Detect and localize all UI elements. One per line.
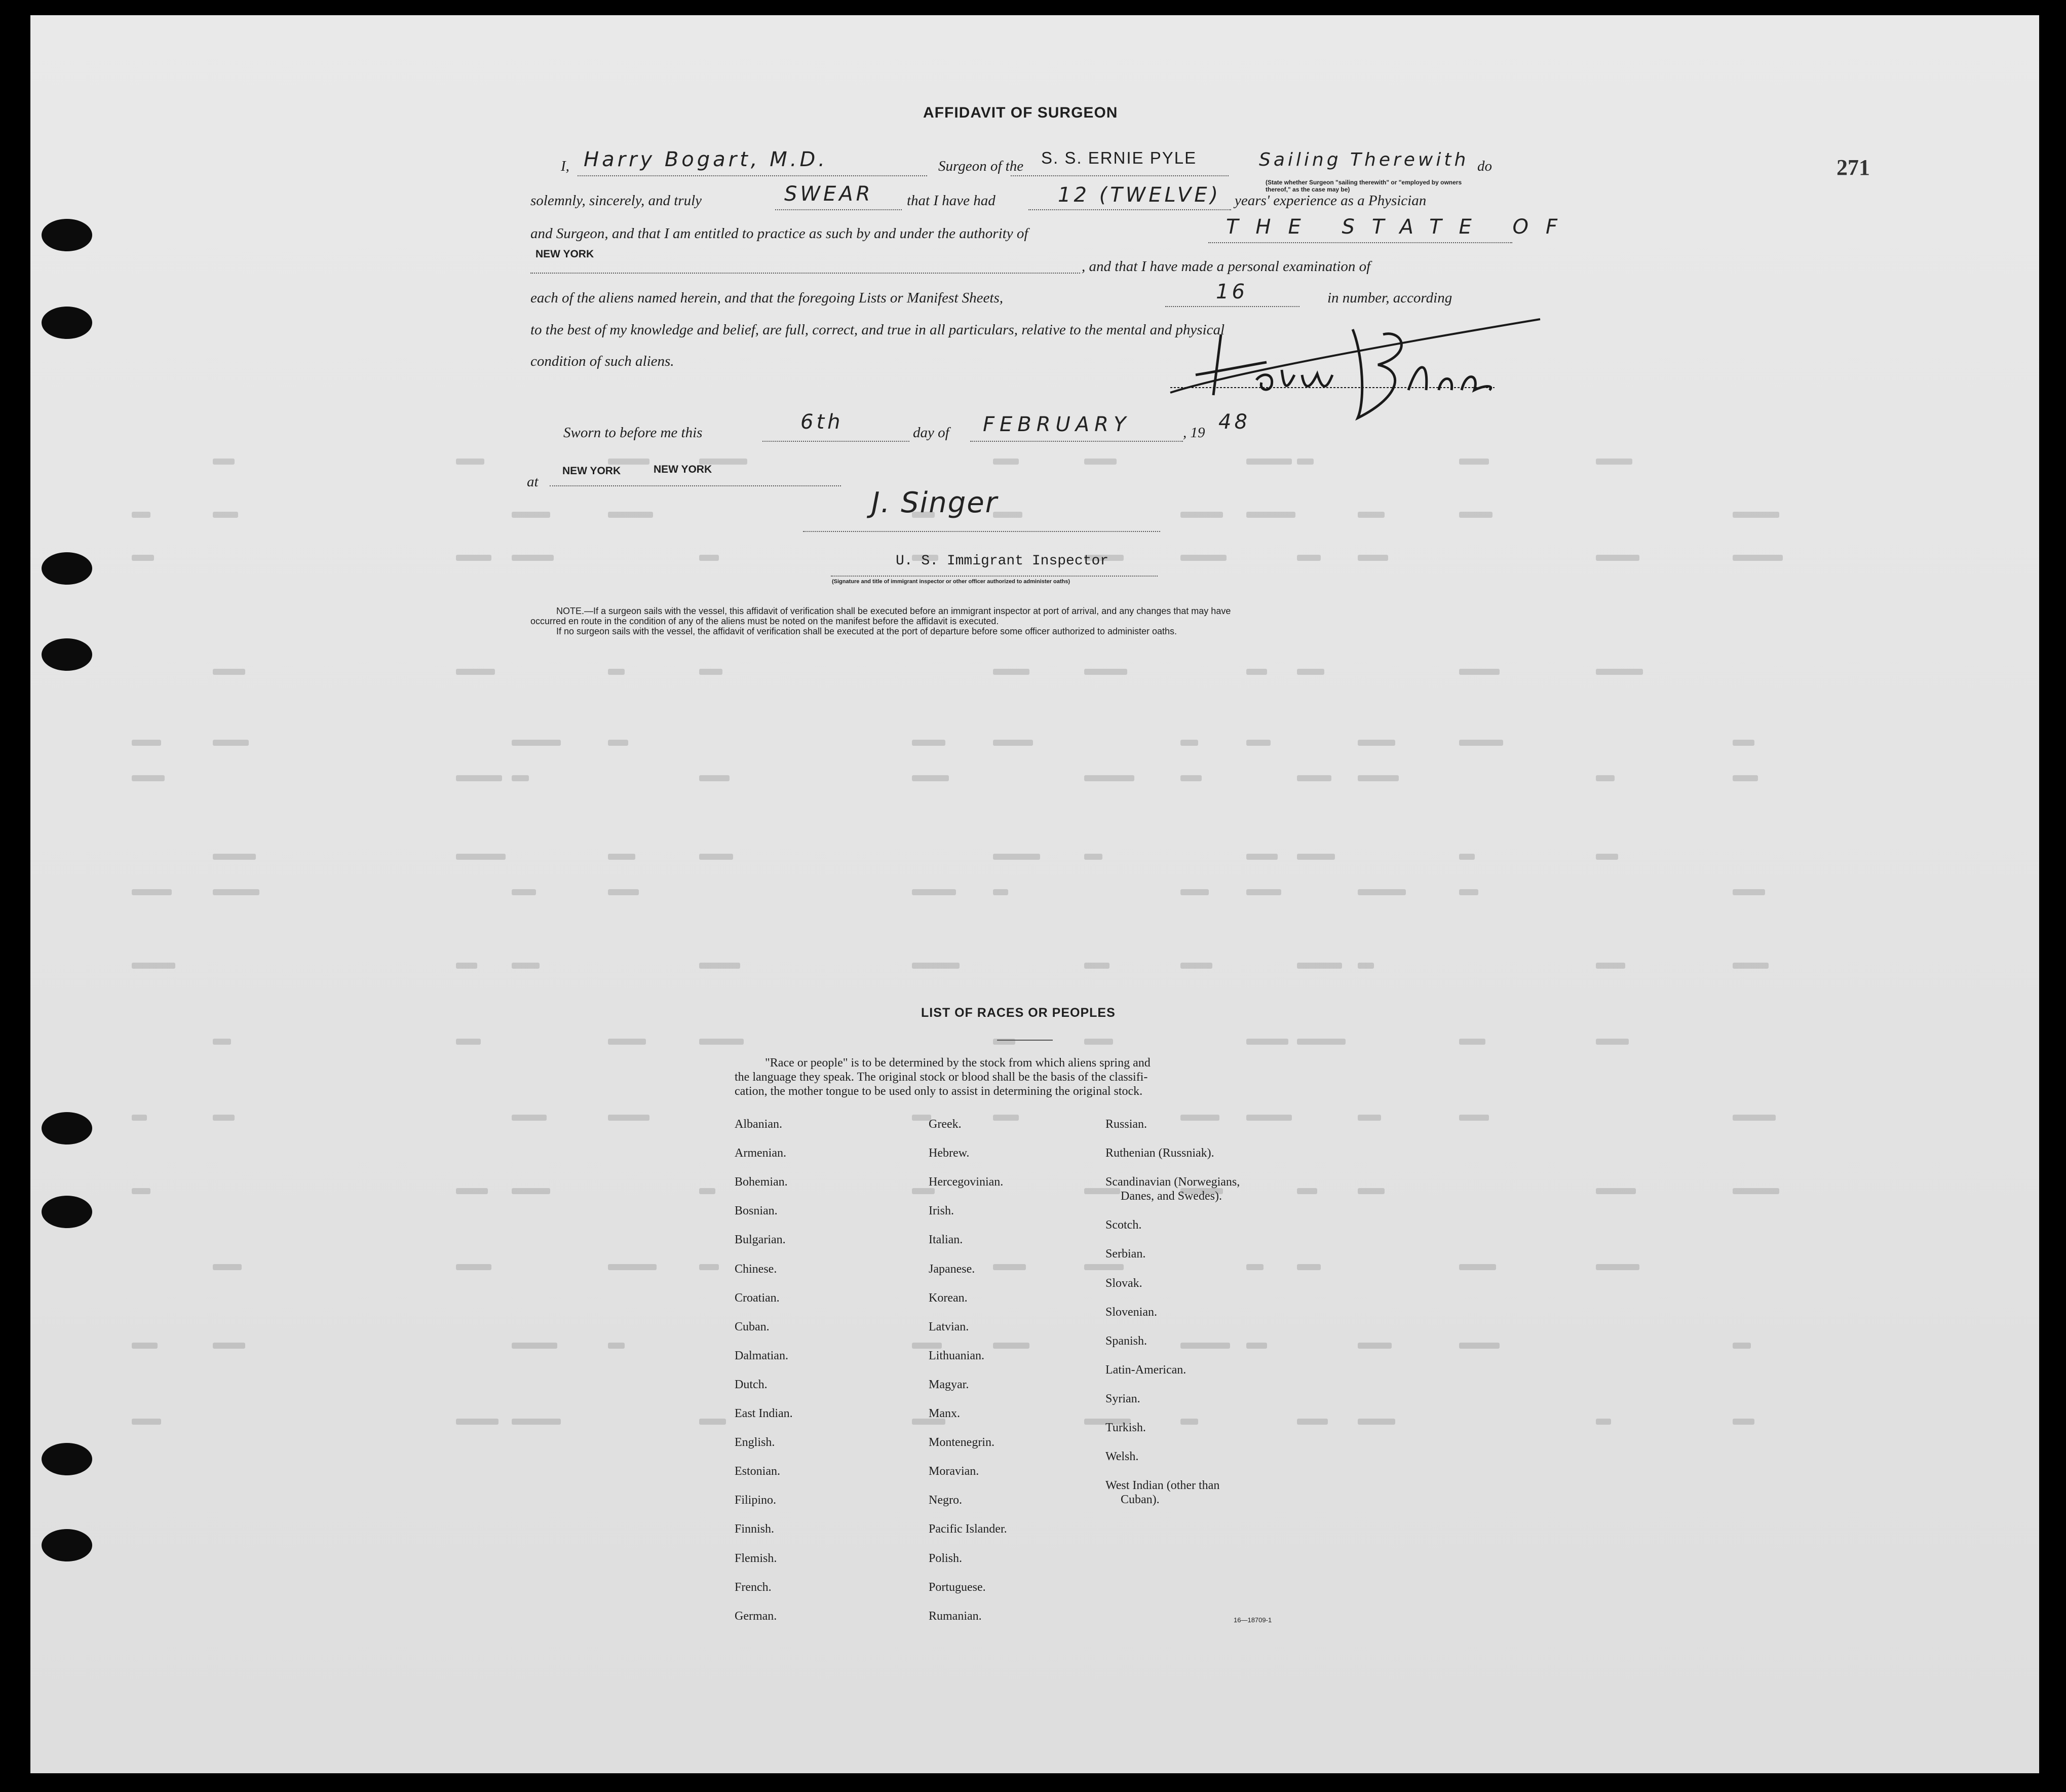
- punch-hole: [42, 1112, 92, 1145]
- punch-hole: [42, 219, 92, 251]
- ghost-mark: [699, 555, 719, 561]
- ghost-mark: [608, 1264, 657, 1270]
- race-item: Armenian.: [735, 1147, 786, 1160]
- race-item: Portuguese.: [929, 1580, 986, 1594]
- ghost-mark: [1459, 740, 1503, 746]
- punch-hole: [42, 1529, 92, 1561]
- race-item: Bulgarian.: [735, 1233, 786, 1247]
- race-item: Albanian.: [735, 1118, 782, 1131]
- text-personal-exam: , and that I have made a personal examination of: [1082, 258, 1371, 275]
- ghost-mark: [132, 1188, 150, 1194]
- race-item: Rumanian.: [929, 1609, 982, 1623]
- ghost-mark: [456, 1419, 499, 1425]
- affidavit-title: AFFIDAVIT OF SURGEON: [923, 104, 1118, 121]
- ghost-mark: [1358, 1419, 1395, 1425]
- ghost-mark: [132, 1343, 158, 1349]
- sheet-count: 16: [1216, 280, 1248, 303]
- ghost-mark: [1180, 1115, 1219, 1121]
- text-at: at: [527, 474, 539, 490]
- race-item: Magyar.: [929, 1378, 969, 1391]
- ghost-mark: [912, 1343, 942, 1349]
- text-i: I,: [561, 158, 569, 174]
- ghost-mark: [132, 1419, 161, 1425]
- ghost-mark: [1358, 1115, 1381, 1121]
- ghost-mark: [512, 775, 529, 781]
- ghost-mark: [1459, 1343, 1500, 1349]
- ghost-mark: [1246, 1264, 1264, 1270]
- ghost-mark: [699, 1039, 744, 1045]
- ghost-mark: [1297, 775, 1331, 781]
- ghost-mark: [1246, 512, 1295, 518]
- line: [1028, 209, 1231, 210]
- ghost-mark: [456, 555, 491, 561]
- race-item: Hebrew.: [929, 1147, 970, 1160]
- ghost-mark: [512, 1115, 547, 1121]
- ghost-mark: [1459, 669, 1500, 675]
- race-item: Serbian.: [1105, 1247, 1146, 1261]
- ghost-mark: [512, 740, 561, 746]
- ghost-mark: [456, 459, 484, 465]
- text-years-exp: years' experience as a Physician: [1235, 193, 1427, 209]
- ghost-mark: [213, 1039, 231, 1045]
- ghost-mark: [1246, 1039, 1288, 1045]
- race-item: Welsh.: [1105, 1450, 1139, 1464]
- ghost-mark: [993, 740, 1033, 746]
- races-intro-1: "Race or people" is to be determined by the stock from which aliens spring and: [765, 1056, 1151, 1070]
- race-item: Manx.: [929, 1407, 960, 1420]
- ghost-mark: [1459, 854, 1475, 860]
- ghost-mark: [1297, 1188, 1317, 1194]
- ghost-mark: [1459, 1039, 1485, 1045]
- ghost-mark: [1246, 1343, 1267, 1349]
- race-item: Italian.: [929, 1233, 963, 1247]
- ghost-mark: [608, 512, 653, 518]
- page-number: 271: [1837, 155, 1870, 180]
- ghost-mark: [132, 889, 172, 895]
- ghost-mark: [1459, 512, 1493, 518]
- ghost-mark: [1358, 740, 1395, 746]
- ghost-mark: [1596, 459, 1632, 465]
- ghost-mark: [699, 1264, 719, 1270]
- ghost-mark: [1180, 512, 1223, 518]
- ghost-mark: [512, 1419, 561, 1425]
- ghost-mark: [456, 963, 477, 969]
- text-solemnly: solemnly, sincerely, and truly: [530, 193, 702, 209]
- ghost-mark: [1180, 775, 1202, 781]
- ghost-mark: [912, 740, 945, 746]
- years-count: 12 (TWELVE): [1058, 183, 1221, 207]
- text-in-number: in number, according: [1327, 290, 1452, 306]
- race-item: Dutch.: [735, 1378, 768, 1391]
- sworn-year: 48: [1218, 410, 1250, 434]
- ghost-mark: [1596, 555, 1639, 561]
- ghost-mark: [213, 669, 245, 675]
- text-year-prefix: , 19: [1183, 425, 1205, 441]
- race-item: German.: [735, 1609, 777, 1623]
- inspector-caption: (Signature and title of immigrant inspector or other officer authorized to administer oaths): [832, 579, 1070, 585]
- ghost-mark: [699, 669, 722, 675]
- ghost-mark: [912, 889, 956, 895]
- punch-hole: [42, 638, 92, 671]
- ghost-mark: [213, 740, 249, 746]
- ghost-mark: [1358, 775, 1399, 781]
- ghost-mark: [1084, 459, 1117, 465]
- race-item: Turkish.: [1105, 1421, 1146, 1434]
- line: [530, 273, 1080, 274]
- oath-word: SWEAR: [784, 182, 873, 206]
- race-item: Dalmatian.: [735, 1349, 788, 1362]
- ghost-mark: [1084, 669, 1127, 675]
- ghost-mark: [213, 459, 235, 465]
- ghost-mark: [512, 889, 536, 895]
- ghost-mark: [993, 669, 1029, 675]
- ghost-mark: [512, 512, 550, 518]
- text-condition: condition of such aliens.: [530, 353, 674, 369]
- race-item: Scotch.: [1105, 1218, 1142, 1232]
- text-day-of: day of: [913, 425, 949, 441]
- punch-hole: [42, 1443, 92, 1475]
- ghost-mark: [912, 775, 949, 781]
- ghost-mark: [608, 854, 635, 860]
- ghost-mark: [608, 740, 628, 746]
- ghost-mark: [1180, 740, 1198, 746]
- race-item: Korean.: [929, 1291, 968, 1305]
- race-item: Estonian.: [735, 1465, 780, 1478]
- ghost-mark: [132, 963, 175, 969]
- ghost-mark: [1246, 1115, 1292, 1121]
- ghost-mark: [1596, 1419, 1611, 1425]
- sworn-month: FEBRUARY: [983, 413, 1131, 436]
- line: [1208, 242, 1512, 243]
- ghost-mark: [1596, 1188, 1636, 1194]
- ghost-mark: [456, 1188, 488, 1194]
- sworn-day: 6th: [800, 410, 844, 434]
- ghost-mark: [1358, 1343, 1392, 1349]
- race-item: Negro.: [929, 1494, 962, 1507]
- ghost-mark: [456, 1264, 491, 1270]
- line: [997, 1040, 1053, 1041]
- surgeon-name: Harry Bogart, M.D.: [584, 148, 828, 171]
- race-item: West Indian (other than: [1105, 1479, 1220, 1493]
- ghost-mark: [1596, 1264, 1639, 1270]
- line: [970, 441, 1183, 442]
- race-item: Cuban).: [1121, 1493, 1160, 1507]
- authority-state: NEW YORK: [535, 248, 594, 260]
- ghost-mark: [608, 889, 639, 895]
- ghost-mark: [993, 854, 1040, 860]
- race-item: Latvian.: [929, 1320, 969, 1333]
- ghost-mark: [1459, 459, 1489, 465]
- ghost-mark: [993, 889, 1008, 895]
- ghost-mark: [1180, 555, 1227, 561]
- ghost-mark: [213, 1264, 242, 1270]
- ghost-mark: [1596, 963, 1625, 969]
- ghost-mark: [1459, 889, 1478, 895]
- races-intro-2: the language they speak. The original stock or blood shall be the basis of the classifi-: [735, 1071, 1148, 1084]
- ghost-mark: [1596, 854, 1618, 860]
- sailing-status: Sailing Therewith: [1259, 149, 1469, 170]
- ghost-mark: [1297, 1264, 1321, 1270]
- ghost-mark: [213, 854, 256, 860]
- text-sworn: Sworn to before me this: [563, 425, 703, 441]
- ghost-mark: [608, 669, 625, 675]
- race-item: Slovak.: [1105, 1276, 1142, 1290]
- ghost-mark: [993, 1343, 1029, 1349]
- inspector-signature: J. Singer: [871, 486, 998, 519]
- ghost-mark: [456, 1039, 481, 1045]
- ghost-mark: [1297, 1419, 1328, 1425]
- ghost-mark: [1596, 1039, 1629, 1045]
- ghost-mark: [132, 740, 161, 746]
- ghost-mark: [1733, 1343, 1751, 1349]
- ghost-mark: [132, 775, 165, 781]
- ship-name: S. S. ERNIE PYLE: [1041, 148, 1197, 167]
- ghost-mark: [912, 963, 960, 969]
- race-item: Croatian.: [735, 1291, 780, 1305]
- race-item: East Indian.: [735, 1407, 793, 1420]
- ghost-mark: [1084, 963, 1109, 969]
- inspector-title: U. S. Immigrant Inspector: [896, 553, 1109, 569]
- ghost-mark: [1297, 555, 1321, 561]
- state-note: (State whether Surgeon "sailing therewith" or "employed by owners thereof," as the case may be): [1266, 179, 1462, 193]
- line: [1011, 175, 1229, 176]
- race-item: Greek.: [929, 1118, 962, 1131]
- ghost-mark: [1459, 1264, 1496, 1270]
- ghost-mark: [512, 963, 540, 969]
- ghost-mark: [456, 775, 502, 781]
- ghost-mark: [699, 854, 733, 860]
- ghost-mark: [132, 555, 154, 561]
- race-item: Danes, and Swedes).: [1121, 1190, 1222, 1203]
- ghost-mark: [213, 1343, 245, 1349]
- race-item: Chinese.: [735, 1262, 777, 1276]
- race-item: Filipino.: [735, 1494, 777, 1507]
- ghost-mark: [1180, 963, 1212, 969]
- race-item: Bohemian.: [735, 1175, 788, 1189]
- race-item: Hercegovinian.: [929, 1175, 1004, 1189]
- ghost-mark: [1180, 889, 1209, 895]
- ghost-mark: [1084, 1039, 1113, 1045]
- text-each-alien: each of the aliens named herein, and that the foregoing Lists or Manifest Sheets,: [530, 290, 1003, 306]
- ghost-mark: [132, 1115, 147, 1121]
- ghost-mark: [1180, 1419, 1198, 1425]
- text-best: to the best of my knowledge and belief, are full, correct, and true in all particulars, relative to the mental and physical: [530, 322, 1225, 338]
- ghost-mark: [1733, 963, 1769, 969]
- race-item: French.: [735, 1580, 772, 1594]
- ghost-mark: [993, 1115, 1019, 1121]
- ghost-mark: [608, 1115, 649, 1121]
- race-item: English.: [735, 1436, 775, 1450]
- ghost-mark: [1246, 669, 1267, 675]
- ghost-mark: [1246, 854, 1278, 860]
- race-item: Ruthenian (Russniak).: [1105, 1147, 1214, 1160]
- line: [803, 531, 1160, 532]
- text-do: do: [1477, 158, 1492, 174]
- ghost-mark: [512, 1343, 557, 1349]
- ghost-mark: [1297, 854, 1335, 860]
- ghost-mark: [213, 889, 259, 895]
- ghost-mark: [1733, 1419, 1754, 1425]
- ghost-mark: [512, 555, 554, 561]
- ghost-mark: [1733, 555, 1783, 561]
- race-item: Japanese.: [929, 1262, 975, 1276]
- text-surgeon-of: Surgeon of the: [938, 158, 1024, 174]
- ghost-mark: [213, 1115, 235, 1121]
- race-item: Moravian.: [929, 1465, 979, 1478]
- line: [775, 209, 902, 210]
- ghost-mark: [1084, 775, 1134, 781]
- line: [762, 441, 909, 442]
- ghost-mark: [993, 1264, 1026, 1270]
- races-intro-3: cation, the mother tongue to be used only to assist in determining the original stock.: [735, 1085, 1143, 1098]
- ghost-mark: [1246, 740, 1271, 746]
- ghost-mark: [1297, 1039, 1346, 1045]
- ghost-mark: [1459, 1115, 1489, 1121]
- text-and-surgeon: and Surgeon, and that I am entitled to practice as such by and under the authority of: [530, 225, 1028, 242]
- race-item: Slovenian.: [1105, 1305, 1157, 1319]
- ghost-mark: [993, 459, 1019, 465]
- punch-hole: [42, 1196, 92, 1228]
- race-item: Polish.: [929, 1551, 963, 1565]
- race-item: Spanish.: [1105, 1334, 1147, 1348]
- ghost-mark: [132, 512, 150, 518]
- ghost-mark: [1733, 512, 1779, 518]
- line: [1165, 306, 1299, 307]
- ghost-mark: [456, 854, 506, 860]
- ghost-mark: [1733, 775, 1758, 781]
- ghost-mark: [512, 1188, 550, 1194]
- ghost-mark: [1358, 555, 1388, 561]
- ghost-mark: [608, 1343, 625, 1349]
- ghost-mark: [1358, 512, 1385, 518]
- ghost-mark: [1297, 459, 1314, 465]
- race-item: Montenegrin.: [929, 1436, 994, 1450]
- race-item: Finnish.: [735, 1522, 775, 1536]
- race-item: Lithuanian.: [929, 1349, 984, 1362]
- race-item: Bosnian.: [735, 1204, 778, 1218]
- ghost-mark: [699, 775, 730, 781]
- line: [550, 485, 841, 486]
- race-item: Scandinavian (Norwegians,: [1105, 1175, 1240, 1189]
- race-item: Syrian.: [1105, 1392, 1140, 1405]
- ghost-mark: [1084, 1264, 1124, 1270]
- note-line-3: If no surgeon sails with the vessel, the affidavit of verification shall be executed at the port of departure before some officer authorized to administer oaths.: [556, 626, 1177, 636]
- race-item: Cuban.: [735, 1320, 770, 1333]
- sworn-place-1: NEW YORK: [562, 465, 621, 477]
- ghost-mark: [1596, 775, 1615, 781]
- race-item: Irish.: [929, 1204, 954, 1218]
- ghost-mark: [1596, 669, 1643, 675]
- ghost-mark: [1358, 1188, 1385, 1194]
- punch-hole: [42, 552, 92, 585]
- form-number: 16—18709-1: [1234, 1616, 1272, 1624]
- ghost-mark: [456, 669, 495, 675]
- ghost-mark: [1733, 1115, 1776, 1121]
- ghost-mark: [1180, 1343, 1230, 1349]
- punch-hole: [42, 307, 92, 339]
- ghost-mark: [1246, 889, 1281, 895]
- ghost-mark: [699, 963, 740, 969]
- ghost-mark: [1733, 1188, 1779, 1194]
- ghost-mark: [608, 459, 649, 465]
- race-item: Flemish.: [735, 1551, 777, 1565]
- race-item: Pacific Islander.: [929, 1522, 1007, 1536]
- ghost-mark: [1246, 459, 1292, 465]
- ghost-mark: [1733, 889, 1765, 895]
- authority: THE STATE OF: [1226, 215, 1575, 239]
- ghost-mark: [1297, 963, 1342, 969]
- line: [578, 175, 927, 176]
- ghost-mark: [213, 512, 238, 518]
- race-item: Latin-American.: [1105, 1363, 1187, 1377]
- ghost-mark: [608, 1039, 646, 1045]
- ghost-mark: [1733, 740, 1754, 746]
- line: [831, 576, 1158, 577]
- text-that-had: that I have had: [907, 193, 996, 209]
- ghost-mark: [699, 1419, 726, 1425]
- ghost-mark: [1084, 854, 1102, 860]
- race-item: Russian.: [1105, 1118, 1147, 1131]
- ghost-mark: [1358, 889, 1406, 895]
- ghost-mark: [1297, 669, 1324, 675]
- sworn-place-2: NEW YORK: [654, 464, 712, 475]
- ghost-mark: [699, 1188, 715, 1194]
- races-title: LIST OF RACES OR PEOPLES: [921, 1006, 1116, 1020]
- note-line-1: NOTE.—If a surgeon sails with the vessel, this affidavit of verification shall be executed before an immigrant inspector at port of arrival, and any changes that may have: [556, 606, 1231, 616]
- note-line-2: occurred en route in the condition of any of the aliens must be noted on the manifest before the affidavit is executed.: [530, 616, 999, 626]
- ghost-mark: [1358, 963, 1374, 969]
- surgeon-signature: [1165, 314, 1550, 426]
